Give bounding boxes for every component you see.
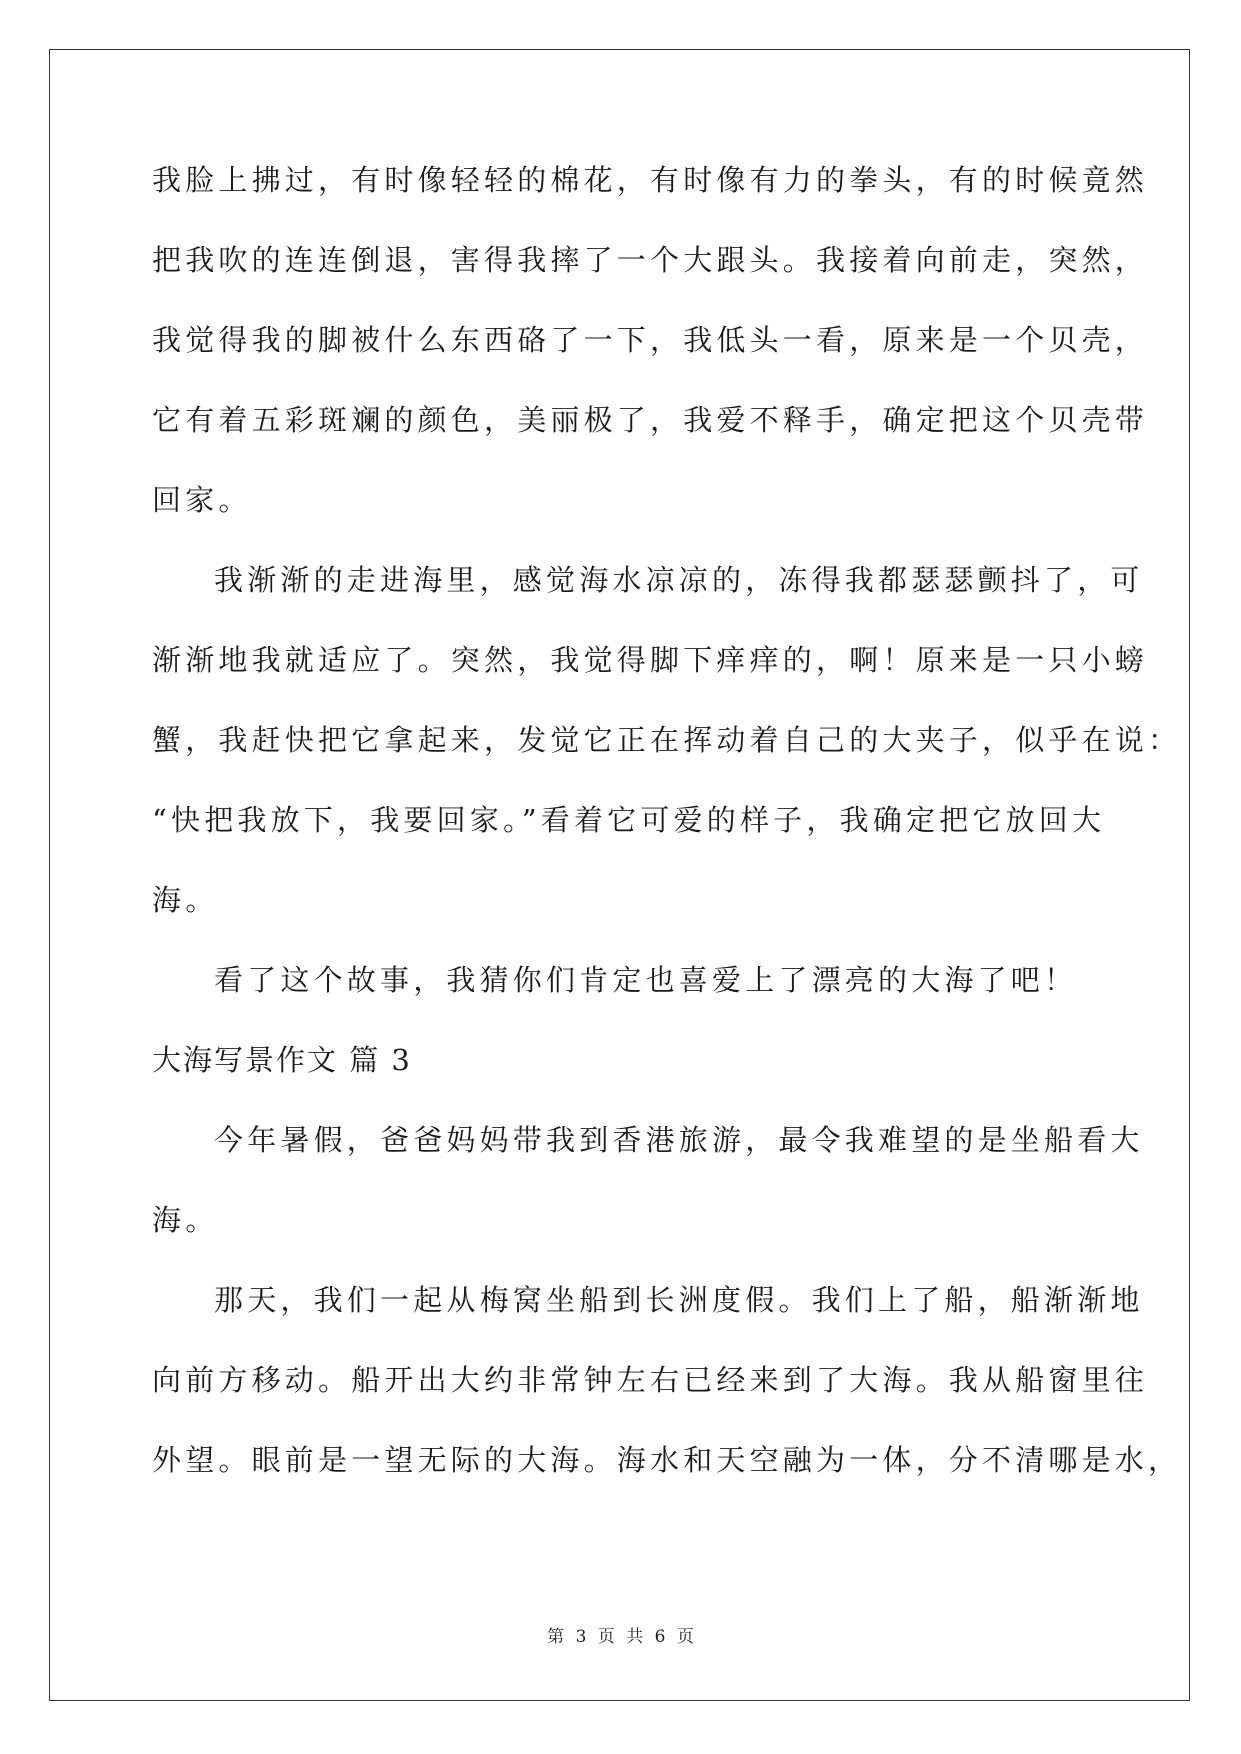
text-line: 看了这个故事，我猜你们肯定也喜爱上了漂亮的大海了吧！ [214,963,1078,997]
page-footer: 第 3 页 共 6 页 [547,1627,694,1647]
text-line: 我渐渐的走进海里，感觉海水凉凉的，冻得我都瑟瑟颤抖了，可 [214,563,1144,597]
text-line: 渐渐地我就适应了。突然，我觉得脚下痒痒的，啊！原来是一只小螃 [152,643,1149,677]
text-line: 海。 [152,1203,219,1237]
text-line: 那天，我们一起从梅窝坐船到长洲度假。我们上了船，船渐渐地 [214,1283,1144,1317]
text-line: 我脸上拂过，有时像轻轻的棉花，有时像有力的拳头，有的时候竟然 [152,163,1149,197]
text-line: 海。 [152,883,219,917]
text-line: 向前方移动。船开出大约非常钟左右已经来到了大海。我从船窗里往 [152,1363,1149,1397]
text-line: 回家。 [152,483,252,517]
text-line: 它有着五彩斑斓的颜色，美丽极了，我爱不释手，确定把这个贝壳带 [152,403,1149,437]
document-body [152,160,1182,1520]
section-heading: 大海写景作文 篇 3 [152,1043,412,1077]
text-line: 蟹，我赶快把它拿起来，发觉它正在挥动着自己的大夹子，似乎在说： [152,723,1182,757]
text-line: 把我吹的连连倒退，害得我摔了一个大跟头。我接着向前走，突然， [152,243,1149,277]
text-line: 今年暑假，爸爸妈妈带我到香港旅游，最令我难望的是坐船看大 [214,1123,1144,1157]
text-line: 我觉得我的脚被什么东西硌了一下，我低头一看，原来是一个贝壳， [152,323,1149,357]
text-line: “快把我放下，我要回家。”看着它可爱的样子，我确定把它放回大 [152,803,1106,837]
text-line: 外望。眼前是一望无际的大海。海水和天空融为一体，分不清哪是水， [152,1443,1182,1477]
